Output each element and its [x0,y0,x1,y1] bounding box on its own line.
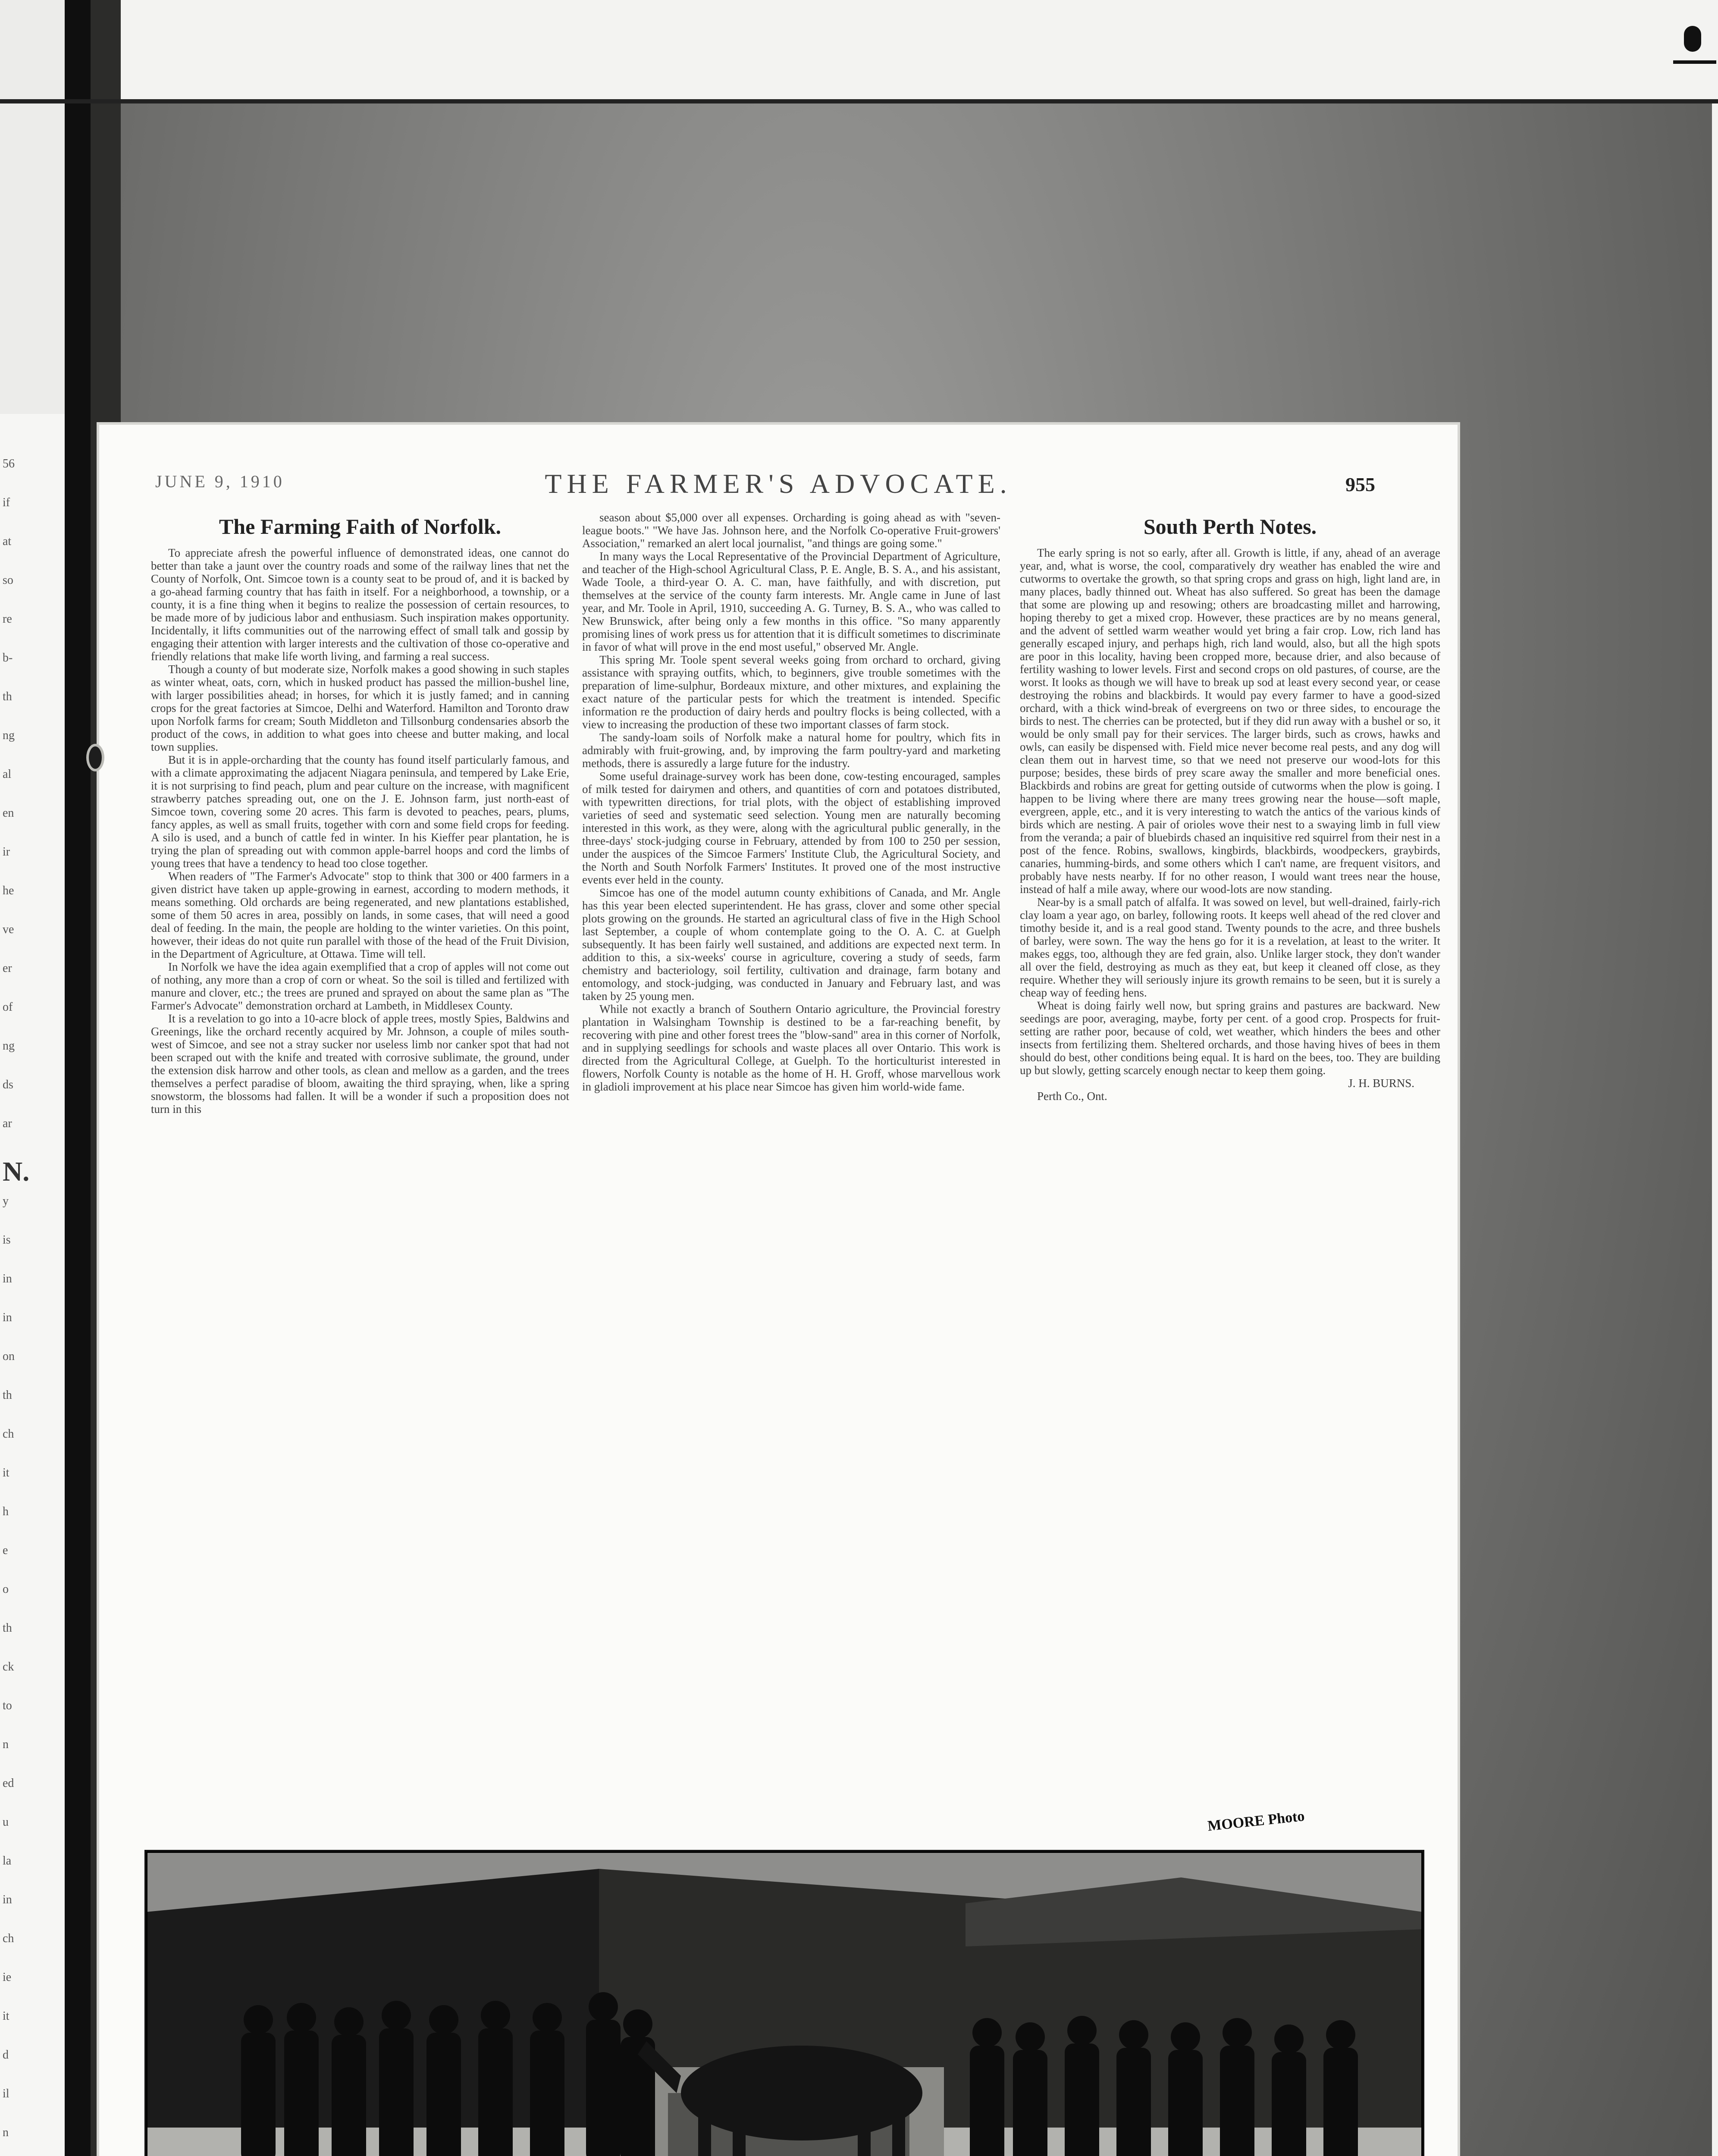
previous-page-text-fragment: al [3,768,12,781]
previous-page-text-fragment: y [3,1194,9,1208]
article-headline: The Farming Faith of Norfolk. [219,514,502,539]
previous-page-text-fragment: th [3,1388,12,1402]
article-paragraph: Some useful drainage-survey work has been done, cow-testing encouraged, samples of milk tested for dairymen and others, and quantities of corn and potatoes distributed, with typewritten directions, for trial plots, with the object of establishing improved varieties of seed and systematic seed selection. Young men are naturally becoming interested in this work, as they were, along with the agricultural public generally, in the three-days' stock-judging course in February, attended by from 100 to 250 per session, under the auspices of the Simcoe Farmers' Institute Club, the Agricultural Society, and the North and South Norfolk Farmers' Institutes. It proved one of the most instructive events ever held in the county. [582,770,1000,886]
previous-page-text-fragment: is [3,1233,11,1247]
newspaper-page [99,425,1458,2156]
masthead-title: THE FARMER'S ADVOCATE. [545,468,1012,499]
previous-page-text-fragment: ed [3,1777,14,1790]
article-paragraph: To appreciate afresh the powerful influence of demonstrated ideas, one cannot do better than take a jaunt over the country roads and some of the railway lines that net the County of Norfolk, Ont. Simcoe town is a county seat to be proud of, and it is backed by a go-ahead farming country that has faith in itself. For a neighborhood, a township, or a county, it is a fine thing when it begins to realize the possession of certain resources, to be made more of by judicious labor and enthusiasm. Such inspiration makes opportunity. Incidentally, it lifts communities out of the narrowing effect of small talk and gossip by engaging their attention with larger interests and the cultivation of those co-operative and friendly relations that make life worth living, and farming a real success. [151,546,569,663]
previous-page-text-fragment: it [3,1466,9,1479]
previous-page-text-fragment: ch [3,1427,14,1441]
previous-page-text-fragment: h [3,1505,9,1518]
column-2 [582,511,1000,1093]
article-headline: South Perth Notes. [1143,514,1317,539]
previous-page-text-fragment: in [3,1893,12,1906]
previous-page-text-fragment: il [3,2087,9,2100]
previous-page-text-fragment: ir [3,845,10,859]
previous-page-text-fragment: e [3,1544,8,1557]
previous-page-text-fragment: 56 [3,457,15,470]
binding-hole [86,744,104,771]
previous-page-text-fragment: in [3,1272,12,1285]
article-body-continued [582,511,1000,1093]
issue-date: JUNE 9, 1910 [155,472,285,491]
previous-page-text-fragment: at [3,535,12,548]
previous-page-text-fragment: he [3,884,14,897]
article-paragraph: When readers of "The Farmer's Advocate" stop to think that 300 or 400 farmers in a given district have taken up apple-growing in earnest, according to modern methods, it means something. Old orchards are being regenerated, and new plantations established, some of them 50 acres in area, possibly on lands, in some cases, that will need a good deal of feeding. In the main, the people are holding to the winter varieties. On this point, however, their ideas do not quite run parallel with those of the head of the Fruit Division, in the Department of Agriculture, at Ottawa. Time will tell. [151,870,569,960]
previous-page-text-fragment: in [3,1311,12,1324]
previous-page-text-fragment: ie [3,1971,12,1984]
article-paragraph: Near-by is a small patch of alfalfa. It was sowed on level, but well-drained, fairly-rich clay loam a year ago, on barley, following roots. It keeps well ahead of the red clover and timothy beside it, and is a real good stand. Twenty pounds to the acre, and three bushels of barley, were sown. The way the hens go for it is a revelation, at least to the writer. It makes eggs, too, although they are fed grain, also. Unlike larger stock, they don't wander all over the field, destroying as much as they eat, but keep it cleaned off close, as they require. Whether they will seriously injure its growth remains to be seen, but it is surely a cheap way of feeding hens. [1020,896,1440,999]
previous-page-text-fragment: ck [3,1660,14,1673]
previous-page-text-fragment: it [3,2009,9,2023]
page-number: 955 [1345,473,1375,495]
article-paragraph: Simcoe has one of the model autumn county exhibitions of Canada, and Mr. Angle has this year been elected superintendent. He has grass, clover and some other special plots growing on the grounds. He started an agricultural class of five in the High School last September, a couple of whom contemplate going to the O. A. C. at Guelph subsequently. It has been fairly well sustained, and additions are expected next term. In addition to this, a six-weeks' course in agriculture, covering a study of seeds, farm chemistry and bacteriology, soil fertility, cultivation and drainage, farm botany and entomology, and stock-judging, was conducted in January and February last, and was taken by 25 young men. [582,886,1000,1003]
article-paragraph: In Norfolk we have the idea again exemplified that a crop of apples will not come out of nothing, any more than a crop of corn or wheat. So the soil is tilled and fertilized with manure and clover, etc.; the trees are pruned and sprayed on about the same plan as "The Farmer's Advocate" demonstration orchard at Lambeth, in Middlesex County. [151,960,569,1012]
film-corner-line [1673,60,1716,64]
top-film-edge [0,99,1718,103]
previous-page-text-fragment: th [3,1621,12,1635]
previous-page-text-fragment: ch [3,1932,14,1945]
article-paragraph: season about $5,000 over all expenses. Orcharding is going ahead as with "seven-league boots." "We have Jas. Johnson here, and the Norfolk Co-operative Fruit-growers' Association," remarked an alert local journalist, "and things are going some." [582,511,1000,550]
previous-page-text-fragment: d [3,2048,9,2062]
author-signature: J. H. BURNS. [1348,1077,1414,1090]
article-paragraph: Though a county of but moderate size, Norfolk makes a good showing in such staples as winter wheat, oats, corn, which in husked product has passed the million-bushel line, with larger possibilities ahead; in horses, for which it is justly famed; and in canning crops for the great factories at Simcoe, Delhi and Waterford. Hamilton and Toronto draw upon Norfolk farms for cream; South Middleton and Tillsonburg condensaries absorb the product of the cows, in addition to what goes into cheese and butter making, and local town supplies. [151,663,569,753]
column-3 [1020,511,1440,1103]
previous-page-text-fragment: n [3,2126,9,2139]
previous-page-text-fragment: so [3,573,13,587]
binding-edge-dark [65,0,91,2156]
article-paragraph: In many ways the Local Representative of the Provincial Department of Agriculture, and teacher of the High-school Agricultural Class, P. E. Angle, B. S. A., and his assistant, Wade Toole, a third-year O. A. C. man, have faithfully, and with discretion, put themselves at the service of the county farm interests. Mr. Angle came in June of last year, and Mr. Toole in April, 1910, succeeding A. G. Turney, B. S. A., who was called to New Brunswick, after being only a few months in this office. "So many apparently promising lines of work press us for attention that it is difficult sometimes to discriminate in favor of what will prove in the end most useful," observed Mr. Angle. [582,550,1000,653]
previous-page-text-fragment: o [3,1583,9,1596]
article-paragraph: Wheat is doing fairly well now, but spring grains and pastures are backward. New seedings are poor, averaging, maybe, forty per cent. of a good crop. Prospects for fruit-setting are rather poor, because of cold, wet weather, which hinders the bees and other insects from fertilizing them. Sheltered orchards, and those having hives of bees in them should do best, other conditions being equal. It is hard on the bees, too. They are building up but slowly, getting scarcely enough nectar to keep them going. [1020,999,1440,1077]
article-body [1020,546,1440,1077]
article-paragraph: But it is in apple-orcharding that the county has found itself particularly famous, and with a climate approximating the adjacent Niagara peninsula, and tempered by Lake Erie, it is not surprising to find peach, plum and pear culture on the increase, with magnificent strawberry patches spreading out, one on the J. E. Johnson farm, just north-east of Simcoe town, covering some 20 acres. This farm is devoted to peaches, pears, plums, fancy apples, as well as small fruits, together with corn and some field crops for feeding. A silo is used, and a bunch of cattle fed in winter. In his Kieffer pear plantation, he is trying the plan of spreading out with common apple-barrel hoops and cord the limbs of young trees that have a tendency to head too close together. [151,753,569,870]
article-body [151,546,569,1116]
previous-page-text-fragment: ng [3,729,15,742]
article-paragraph: It is a revelation to go into a 10-acre block of apple trees, mostly Spies, Baldwins and Greenings, like the orchard recently acquired by Mr. Johnson, a couple of miles south-west of Simcoe, and see not a stray sucker nor useless limb nor canker spot that had not been scraped out with the knife and treated with corrosive sublimate, the ground, under the extension disk harrow and other tools, as clean and mellow as a garden, and the trees themselves a perfect paradise of bloom, awaiting the third spraying, when, like a spring snowstorm, the blossoms had fallen. It will be a wonder if such a proposition does not turn in this [151,1012,569,1116]
previous-page-text-fragment: ds [3,1078,13,1091]
previous-page-text-fragment: on [3,1350,15,1363]
film-corner-mark [1684,26,1701,52]
previous-page-text-fragment: ng [3,1039,15,1053]
previous-page-text-fragment: en [3,806,14,820]
previous-page-text-fragment: of [3,1000,13,1014]
previous-page-text-fragment: u [3,1815,9,1829]
previous-page-text-fragment: b- [3,651,13,664]
article-paragraph: The early spring is not so early, after all. Growth is little, if any, ahead of an average year, and, what is worse, the cool, comparatively dry weather has enabled the wire and cutworms to overtake the growth, so that spring crops and grass on high, light land are, in many places, badly thinned out. Wheat has also suffered. So great has been the damage that some are plowing up and resowing; others are broadcasting millet and harrowing, hoping thereby to get a mixed crop. However, these practices are by no means general, and the advent of settled warm weather would yet bring a fair crop. Low, rich land has generally escaped injury, and perhaps high, rich land would, also, but all the high spots are poor in this locality, having been cropped more, because drier, and also because of fertility washing to lower levels. First and second crops on old pastures, of course, are the worst. It looks as though we will have to break up sod at least every second year, or cease destroying the robins and blackbirds. It would pay every farmer to have a good-sized orchard, with a thick wind-break of evergreens on two or three sides, to encourage the birds to nest. The cherries can be protected, but if they did run away with a bushel or so, it would be only small pay for their services. The larger birds, such as crows, hawks and owls, can easily be dispensed with. Field mice never become real pests, and any dog will clean them out in harvest time, so that we need not preserve our wood-lots for this purpose; besides, these birds of prey scare away the smaller and more beneficial ones. Blackbirds and robins are great for getting outside of cutworms when the plow is going. I happen to be living where there are many trees growing near the house—soft maple, evergreen, apple, etc., and it is very interesting to watch the antics of the various kinds of birds which are nesting. A pair of orioles wove their nest to a swaying limb in full view from the veranda; a pair of bluebirds chased an inquisitive red squirrel from their nest in a post of the fence. Robins, swallows, kingbirds, blackbirds, woodpeckers, graybirds, canaries, humming-birds, and some others which I can't name, are frequent visitors, and probably have nests nearby. If for no other reason, I would want trees near the house, instead of half a mile away, where our wood-lots are now standing. [1020,546,1440,896]
previous-page-text-fragment: if [3,496,10,509]
previous-page-text-fragment: to [3,1699,12,1712]
article-paragraph: The sandy-loam soils of Norfolk make a natural home for poultry, which fits in admirably with fruit-growing, and, by improving the farm poultry-yard and marketing methods, there is assuredly a large future for the industry. [582,731,1000,770]
article-paragraph: While not exactly a branch of Southern Ontario agriculture, the Provincial forestry plantation in Walsingham Township is destined to be a far-reaching benefit, by recovering with pine and other forest trees the "blow-sand" area in this corner of Norfolk, and in supplying seedlings for schools and waste places all over Ontario. This work is directed from the Agricultural College, at Guelph. To the horticulturist interested in flowers, Norfolk County is notable as the home of H. H. Groff, whose marvellous work in gladioli improvement at his place near Simcoe has given him world-wide fame. [582,1003,1000,1093]
photo-credit: MOORE Photo [1207,1808,1305,1834]
previous-page-text-fragment: n [3,1738,9,1751]
previous-page-text-fragment: ar [3,1117,12,1130]
article-paragraph: This spring Mr. Toole spent several weeks going from orchard to orchard, giving assistance with spraying outfits, which, to beginners, give trouble sometimes with the preparation of lime-sulphur, Bordeaux mixture, and other mixtures, and explaining the exact nature of the particular pests for which the treatment is intended. Specific information re the production of dairy herds and poultry flocks is being collected, with a view to increasing the production of these two important classes of farm stock. [582,653,1000,731]
previous-page-text-fragment: ve [3,923,14,936]
previous-page-text-fragment: th [3,690,12,703]
previous-page-text-fragment: N. [3,1156,30,1187]
column-1 [151,511,569,1116]
author-location: Perth Co., Ont. [1037,1090,1107,1103]
previous-page-text-fragment: re [3,612,12,626]
judging-class-photograph [144,1850,1424,2156]
previous-page-text-fragment: er [3,962,12,975]
previous-page-text-fragment: la [3,1854,12,1868]
